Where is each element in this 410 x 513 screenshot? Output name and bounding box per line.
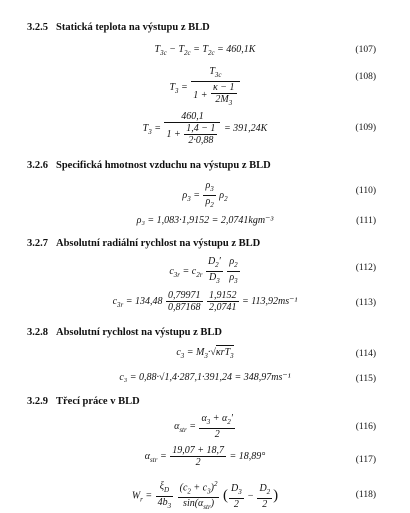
section-number: 3.2.8 — [27, 327, 48, 338]
equation-118: $W_r$ = $\frac{\xi_D}{4b_3}$ $\frac{(c_2 + c_3)^2}{\sin(\alpha_{str})}$ ( $\frac{D_3}{2}$ − $\frac{D_2}{2}$ ) — [131, 480, 279, 512]
section-number: 3.2.5 — [27, 22, 48, 33]
equation-number-108: (108) — [355, 72, 376, 82]
equation-108: $T_3$ = $T_{3c}$ 1 + $\frac{\kappa - 1}{2M_3}$ — [60, 66, 350, 109]
section-title: Třecí práce v BLD — [56, 396, 140, 407]
section-title: Absolutní rychlost na výstupu z BLD — [56, 327, 222, 338]
equation-114: $c_3 = M_3\cdot√\kappa rT_3$ — [176, 347, 234, 360]
equation-110: $\rho_3$ = $\frac{\rho_3}{\rho_2}$ $\rho_2$ — [182, 180, 228, 209]
section-title: Specifická hmotnost vzduchu na výstupu z BLD — [56, 160, 271, 171]
equation-109: $T_3$ = 460,1 1 + $\frac{1,4 - 1}{2\cdot 0,88}$ = 391,24K — [142, 111, 268, 146]
equation-111: ρ₃ = 1,083·1,9152 = 2,0741kgm⁻³ — [136, 215, 274, 226]
section-heading-326 — [27, 160, 271, 171]
section-heading-327 — [27, 238, 260, 249]
section-title: Absolutní radiální rychlost na výstupu z BLD — [56, 238, 261, 249]
equation-number-112: (112) — [355, 263, 376, 273]
equation-number-113: (113) — [355, 298, 376, 308]
equation-number-117: (117) — [355, 455, 376, 465]
equation-number-109: (109) — [355, 123, 376, 133]
section-number: 3.2.6 — [27, 160, 48, 171]
section-number: 3.2.7 — [27, 238, 48, 249]
equation-number-116: (116) — [355, 422, 376, 432]
equation-number-111: (111) — [356, 216, 376, 226]
section-heading-328 — [27, 327, 222, 338]
equation-117: $\alpha_{str}$ = $\frac{19,07 + 18,7}{2}$ = 18,89° — [144, 445, 266, 468]
equation-116: $\alpha_{str}$ = $\frac{\alpha_3 + \alpha_2'}{2}$ — [174, 413, 233, 440]
section-heading-325 — [27, 22, 210, 33]
section-number: 3.2.9 — [27, 396, 48, 407]
equation-number-110: (110) — [355, 186, 376, 196]
equation-number-107: (107) — [355, 45, 376, 55]
equation-107: $T_{3c} - T_{2c} = T_{2c} = 460,1K$ — [154, 44, 256, 57]
equation-113: $c_{3r} = 134,48$ $\frac{0,79971}{0,87168}$ $\frac{1,9152}{2,0741}$ = 113,92ms⁻¹ — [112, 290, 298, 313]
section-title: Statická teplota na výstupu z BLD — [56, 22, 210, 33]
equation-number-118: (118) — [355, 490, 376, 500]
equation-number-115: (115) — [355, 374, 376, 384]
equation-number-114: (114) — [355, 349, 376, 359]
equation-112: $c_{3r} = c_{2r}$ $\frac{D_2'}{D_3}$ $\frac{\rho_2}{\rho_3}$ — [169, 256, 238, 285]
section-heading-329 — [27, 396, 140, 407]
equation-115: c₃ = 0,88·√1,4·287,1·391,24 = 348,97ms⁻¹ — [119, 372, 291, 383]
